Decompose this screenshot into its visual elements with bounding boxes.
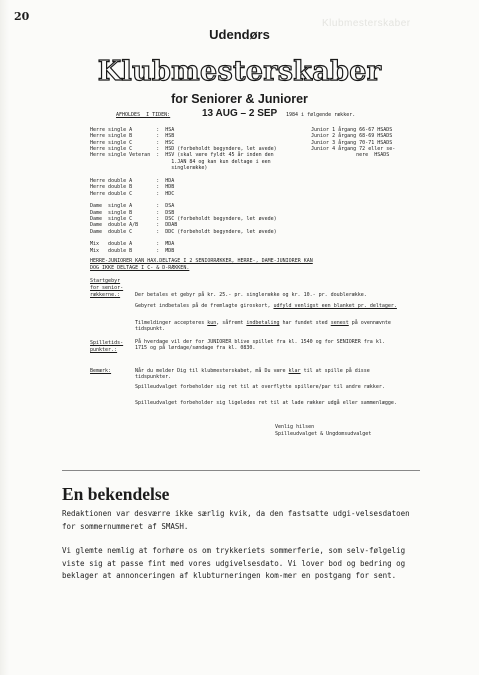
event-line-1: Herre single B : HSB (90, 133, 175, 140)
event-line-0: Herre single A : HSA (90, 127, 175, 133)
junior-note-line-1: HERRE-JUNIORER KAN HAX.DELTAGE I 2 SENIORRÆKKER, HERRE-, DAME-JUNIORER KAN (90, 258, 313, 264)
event-line-13: Dame single B : DSB (90, 209, 175, 216)
startgebyr-label-2: for senior- (90, 285, 124, 291)
event-subtitle: for Seniorer & Juniorer (171, 92, 308, 106)
event-line-16: Dame double C : DDC (forbeholdt begyndere, let øvede) (90, 228, 277, 235)
article-paragraph-1: Redaktionen var desværre ikke særlig kvik, da den fastsatte udgi-velsesdatoen for sommernummeret af SMASH. (62, 509, 410, 531)
junior-line-0: Junior 1 årgang 66-67 HSADS (311, 127, 393, 133)
event-line-9: Herre double B : HDB (90, 184, 175, 191)
bleed-through-text: Klubmesterskaber (322, 18, 411, 29)
startgebyr-acceptance-text (135, 320, 397, 333)
acceptance-part-1: Tilmeldinger accepteres (135, 320, 208, 326)
acceptance-part-kun: kun (207, 320, 217, 326)
bemaerk-label: Bemærk: (90, 368, 112, 374)
junior-note-line-2: DOG IKKE DELTAGE I C- & D-RÆKKEN. (90, 265, 190, 271)
article-title: En bekendelse (62, 484, 170, 504)
junior-line-1: Junior 2 årgang 68-69 HSADS (311, 133, 393, 140)
spilletid-text: På hverdage vil der for JUNIORER blive spillet fra kl. 1540 og for SENIORER fra kl. 1715 og på lørdage/søndage fra kl. 0830. (135, 339, 385, 352)
startgebyr-label-1: Startgebyr (90, 278, 121, 284)
event-line-10: Herre double C : HDC (90, 190, 175, 197)
event-line-15: Dame double A/B : DDAB (90, 222, 178, 229)
bemaerk-merge-text: Spilleudvalget forbeholder sig ligeledes ret til at lade rækker udgå eller sammenlægge. (135, 400, 397, 406)
spilletid-label-1: Spilletids- (90, 340, 124, 346)
event-line-6: singlerække) (90, 165, 208, 172)
startgebyr-payment-main: Gebyret indbetales på de fremlagte giroskort, (135, 303, 274, 309)
event-line-19: Mix double B : MDB (90, 247, 175, 254)
page-number: 20 (14, 10, 30, 23)
junior-line-4: nere HSADS (311, 152, 390, 159)
startgebyr-payment-text (135, 303, 397, 309)
bemaerk-part-2: til at spille på disse tidspunkter. (135, 368, 370, 381)
event-line-12: Dame single A : DSA (90, 203, 175, 210)
event-line-2: Herre single C : HSC (90, 139, 175, 146)
startgebyr-payment-emph: udfyld venligst een blanket pr. deltager. (273, 303, 397, 309)
acceptance-part-senest: senest (330, 320, 349, 326)
event-line-4: Herre single Veteran : HSV (skal være fyldt 45 år inden den (90, 152, 274, 159)
article-paragraph-2: Vi glemte nemlig at forhøre os om trykkeriets sommerferie, som selv-følgelig viste sig at passe fint med vores udgivelsesdato. Vi lover bod og bedring og beklager at annonceringen af klubturneringen kom-mer en postgang for sent. (62, 546, 406, 581)
pre-title: Udendørs (209, 27, 270, 42)
spilletid-label-2: punkter.: (90, 347, 118, 353)
acceptance-part-2: , såfremt (216, 320, 247, 326)
junior-line-3: Junior 4 årgang 72 eller se- (311, 146, 396, 153)
acceptance-part-4: på ovennævnte tidspunkt. (135, 320, 391, 333)
event-line-8: Herre double A : HDA (90, 177, 175, 184)
event-title: Klubmesterskaber (97, 56, 382, 87)
acceptance-part-3: har fundet sted (279, 320, 331, 326)
event-line-18: Mix double A : MDA (90, 241, 175, 248)
event-dates: 13 AUG – 2 SEP (202, 108, 278, 119)
bemaerk-part-klar: klar (288, 368, 301, 374)
startgebyr-label-3: rækkerne.: (90, 292, 121, 298)
event-line-5: 1.JAN 84 og kan kun deltage i een (90, 158, 271, 165)
bemaerk-part-1: Når du melder Dig til klubmesterskabet, må Du være (135, 368, 289, 374)
section-divider (62, 470, 420, 471)
signoff-greeting: Venlig hilsen (275, 424, 315, 430)
startgebyr-fee-text: Der betales et gebyr på kr. 25.- pr. singlerække og kr. 10.- pr. doublerække. (135, 292, 367, 298)
acceptance-part-indbetaling: indbetaling (246, 320, 280, 326)
bemaerk-transfer-text: Spilleudvalget forbeholder sig ret til at overflytte spillere/par til andre rækker. (135, 384, 385, 390)
signoff-committees: Spilleudvalget & Ungdomsudvalget (275, 431, 372, 437)
junior-line-2: Junior 3 årgang 70-71 HSADS (311, 139, 393, 146)
event-line-3: Herre single C : HSD (forbeholdt begyndere, let avede) (90, 146, 277, 153)
event-line-14: Dame single C : DSC (forbeholdt begyndere, let øvede) (90, 215, 277, 222)
afholdes-tail: 1984 i følgende rækker. (286, 112, 356, 118)
afholdes-label: AFHOLDES I TIDEN: (116, 112, 171, 118)
bemaerk-ready-text (135, 368, 397, 381)
